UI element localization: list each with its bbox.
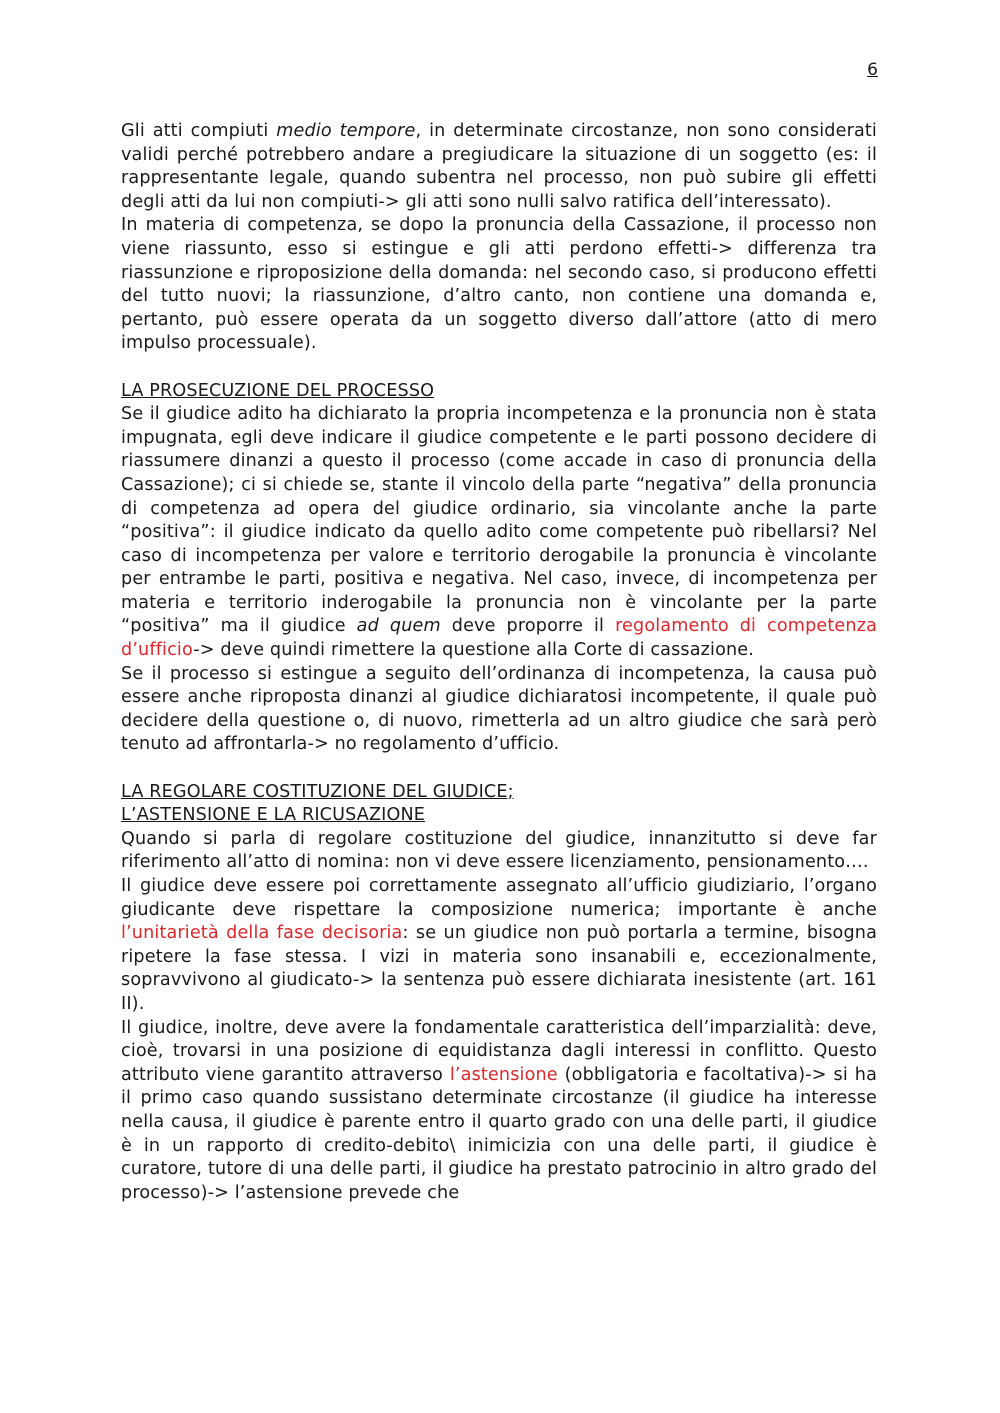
text-run: Gli atti compiuti (121, 121, 277, 141)
text-run: -> deve quindi rimettere la questione alla Corte di cassazione. (193, 640, 755, 661)
spacer (121, 757, 877, 781)
spacer (121, 356, 877, 380)
paragraph-competenza: In materia di competenza, se dopo la pronuncia della Cassazione, il processo non viene riassunto, esso si estingue e gli atti perdono effetti-> differenza tra riassunzione e riproposizione della domanda: nel secondo caso, si producono effetti del tutto nuovi; la riassunzione, d’altro canto, non contiene una domanda e, pertanto, può essere operata da un soggetto diverso dall’attore (atto di mero impulso processuale). (121, 215, 877, 354)
text-run: Il giudice deve essere poi correttamente assegnato all’ufficio giudiziario, l’organo giudicante deve rispettare la composizione numerica; importante è anche (121, 876, 877, 920)
section-heading-costituzione: LA REGOLARE COSTITUZIONE DEL GIUDICE; (121, 781, 514, 802)
document-body (121, 120, 877, 1205)
text-run: Il giudice, inoltre, deve avere la fondamentale caratteristica dell’imparzialità: deve, cioè, trovarsi in una posizione di equidistanza dagli interessi in conflitto. Questo attributo viene garantito attraverso (121, 1017, 877, 1085)
italic-term: ad quem (356, 616, 441, 637)
highlighted-term: l’astensione (449, 1064, 558, 1085)
text-run: : se un giudice non può portarla a termine, bisogna ripetere la fase stessa. I vizi in materia sono insanabili e, eccezionalmente, sopravvivono al giudicato-> la sentenza può essere dichiarata inesistente (art. 161 II). (121, 923, 878, 1014)
paragraph-assegnazione (121, 875, 877, 1017)
text-run: deve proporre il (440, 616, 616, 637)
highlighted-term: regolamento di competenza d’ufficio (121, 616, 878, 661)
paragraph-incompetenza (121, 403, 877, 663)
page-number: 6 (867, 60, 878, 80)
section-heading-prosecuzione: LA PROSECUZIONE DEL PROCESSO (121, 380, 435, 401)
paragraph-atti-medio-tempore (121, 120, 877, 214)
paragraph-nomina: Quando si parla di regolare costituzione del giudice, innanzitutto si deve far riferimento all’atto di nomina: non vi deve essere licenziamento, pensionamento…. (121, 828, 877, 873)
text-run: (obbligatoria e facoltativa)-> si ha il primo caso quando sussistano determinate circostanze (il giudice ha interesse nella causa, il giudice è parente entro il quarto grado con una delle parti, il giudice è in un rapporto di credito-debito\ inimicizia con una delle parti, il giudice è curatore, tutore di una delle parti, il giudice ha prestato patrocinio in altro grado del processo)-> l’astensione prevede che (121, 1064, 877, 1203)
text-run: Se il giudice adito ha dichiarato la propria incompetenza e la pronuncia non è stata impugnata, egli deve indicare il giudice competente e le parti possono decidere di riassumere dinanzi a questo il processo (come accade in caso di pronuncia della Cassazione); ci si chiede se, stante il vincolo della parte “negativa” della pronuncia di competenza ad opera del giudice ordinario, sia vincolante anche la parte “positiva”: il giudice indicato da quello adito come competente può ribellarsi? Nel caso di incompetenza per valore e territorio derogabile la pronuncia è vincolante per entrambe le parti, positiva e negativa. Nel caso, invece, di incompetenza per materia e territorio inderogabile la pronuncia non è vincolante per la parte “positiva” ma il giudice (121, 404, 877, 637)
text-run: , in determinate circostanze, non sono considerati validi perché potrebbero andare a pregiudicare la situazione di un soggetto (es: il rappresentante legale, quando subentra nel processo, non può subire gli effetti degli atti da lui non compiuti-> gli atti sono nulli salvo ratifica dell’interessato). (121, 121, 877, 212)
italic-term: medio tempore (276, 121, 416, 141)
highlighted-term: l’unitarietà della fase decisoria (121, 923, 403, 944)
section-heading-astensione: L’ASTENSIONE E LA RICUSAZIONE (121, 805, 426, 826)
paragraph-imparzialita (121, 1017, 877, 1206)
paragraph-estinzione: Se il processo si estingue a seguito dell’ordinanza di incompetenza, la causa può essere anche riproposta dinanzi al giudice dichiaratosi incompetente, il quale può decidere della questione o, di nuovo, rimetterla ad un altro giudice che sarà però tenuto ad affrontarla-> no regolamento d’ufficio. (121, 663, 877, 755)
